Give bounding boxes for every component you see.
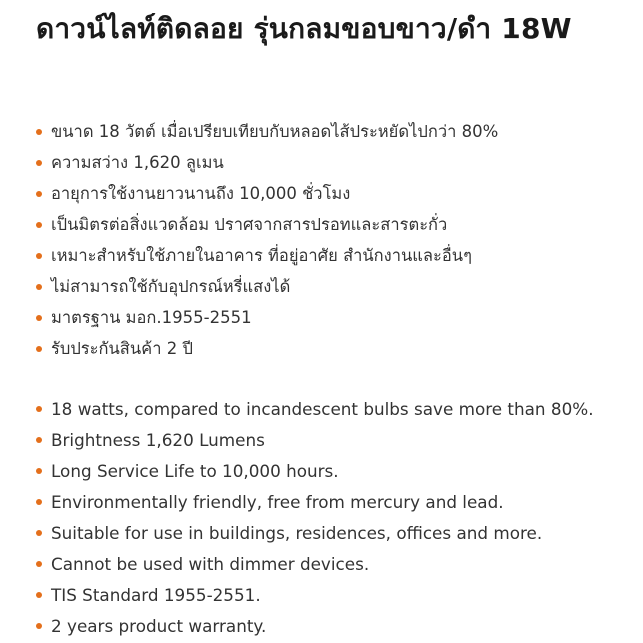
bullet-icon <box>36 406 42 412</box>
bullet-icon <box>36 284 42 290</box>
list-item <box>36 455 636 486</box>
list-item <box>36 610 636 641</box>
product-title: ดาวน์ไลท์ติดลอย รุ่นกลมขอบขาว/ดำ 18W <box>36 12 572 45</box>
list-item <box>36 178 636 209</box>
list-item <box>36 393 636 424</box>
bullet-icon <box>36 623 42 629</box>
feature-text: เหมาะสำหรับใช้ภายในอาคาร ที่อยู่อาศัย สำนักงานและอื่นๆ <box>51 245 472 265</box>
feature-text: ความสว่าง 1,620 ลูเมน <box>51 152 224 172</box>
bullet-icon <box>36 592 42 598</box>
bullet-icon <box>36 222 42 228</box>
feature-list-english <box>36 393 636 641</box>
feature-text: Cannot be used with dimmer devices. <box>51 553 370 574</box>
list-item <box>36 548 636 579</box>
feature-text: Long Service Life to 10,000 hours. <box>51 460 339 481</box>
feature-text: TIS Standard 1955-2551. <box>51 584 261 605</box>
bullet-icon <box>36 129 42 135</box>
bullet-icon <box>36 253 42 259</box>
bullet-icon <box>36 346 42 352</box>
feature-text: 2 years product warranty. <box>51 615 267 636</box>
list-item <box>36 116 636 147</box>
feature-text: อายุการใช้งานยาวนานถึง 10,000 ชั่วโมง <box>51 183 351 203</box>
bullet-icon <box>36 160 42 166</box>
bullet-icon <box>36 437 42 443</box>
feature-text: Suitable for use in buildings, residences, offices and more. <box>51 522 543 543</box>
list-item <box>36 333 636 364</box>
bullet-icon <box>36 191 42 197</box>
feature-text: 18 watts, compared to incandescent bulbs save more than 80%. <box>51 398 594 419</box>
list-item <box>36 302 636 333</box>
feature-text: มาตรฐาน มอก.1955-2551 <box>51 307 252 327</box>
feature-text: เป็นมิตรต่อสิ่งแวดล้อม ปราศจากสารปรอทและสารตะกั่ว <box>51 214 448 234</box>
list-item <box>36 579 636 610</box>
feature-text: ไม่สามารถใช้กับอุปกรณ์หรี่แสงได้ <box>51 276 291 296</box>
list-item <box>36 517 636 548</box>
list-item <box>36 209 636 240</box>
bullet-icon <box>36 468 42 474</box>
bullet-icon <box>36 530 42 536</box>
feature-text: Environmentally friendly, free from mercury and lead. <box>51 491 504 512</box>
feature-text: ขนาด 18 วัตต์ เมื่อเปรียบเทียบกับหลอดไส้ประหยัดไปกว่า 80% <box>51 121 499 141</box>
feature-list-thai <box>36 116 636 364</box>
bullet-icon <box>36 499 42 505</box>
list-item <box>36 240 636 271</box>
list-item <box>36 424 636 455</box>
list-item <box>36 486 636 517</box>
bullet-icon <box>36 315 42 321</box>
feature-text: รับประกันสินค้า 2 ปี <box>51 338 193 358</box>
bullet-icon <box>36 561 42 567</box>
list-item <box>36 271 636 302</box>
feature-text: Brightness 1,620 Lumens <box>51 429 265 450</box>
list-item <box>36 147 636 178</box>
